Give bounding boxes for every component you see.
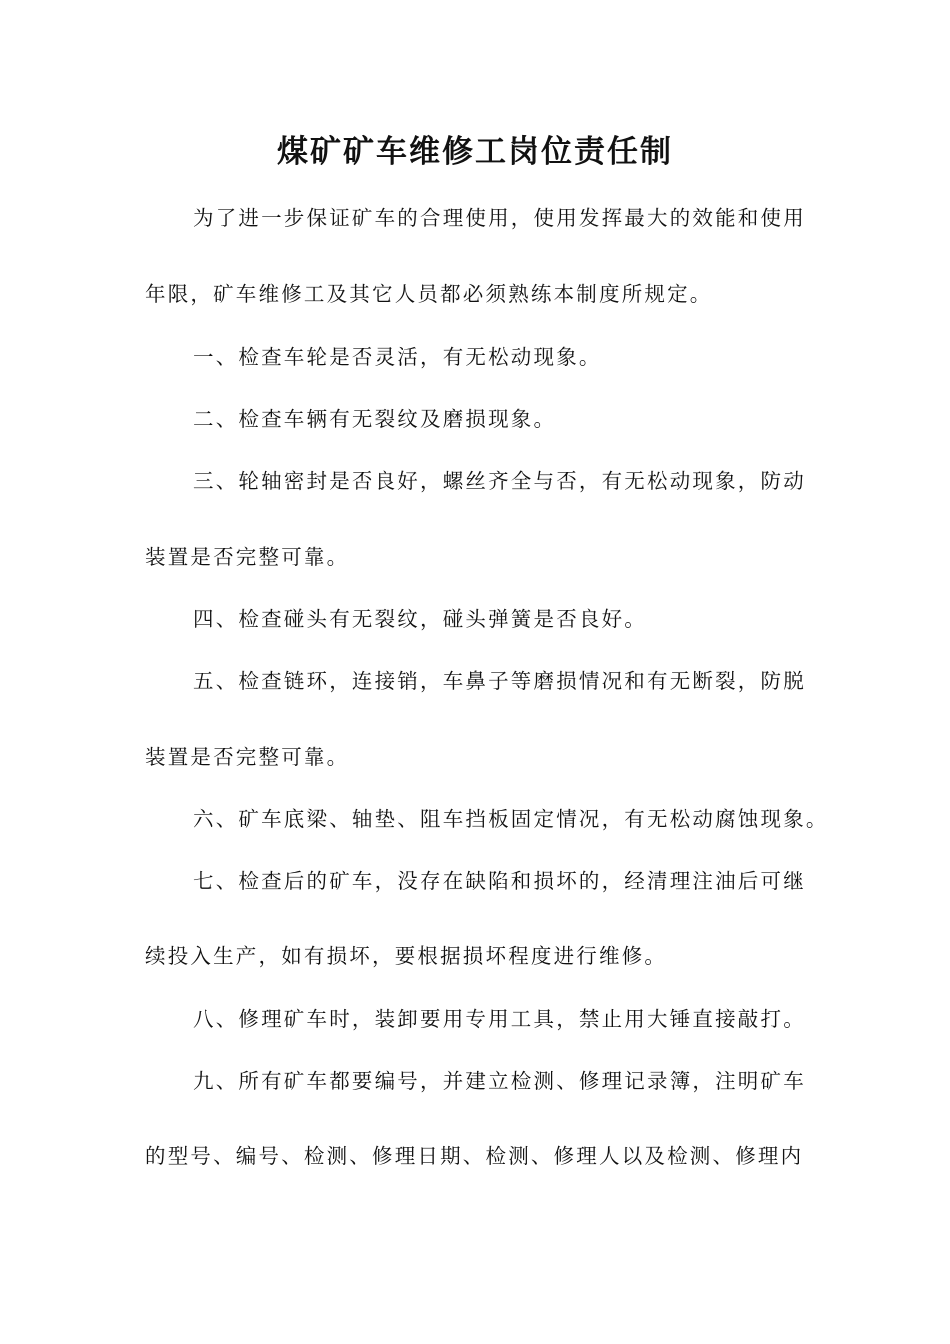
paragraph-line: 装置是否完整可靠。	[145, 745, 350, 769]
paragraph-line: 五、检查链环，连接销，车鼻子等磨损情况和有无断裂，防脱	[193, 669, 806, 693]
paragraph-line: 四、检查碰头有无裂纹，碰头弹簧是否良好。	[193, 607, 647, 631]
paragraph-line: 装置是否完整可靠。	[145, 545, 350, 569]
paragraph-line: 的型号、编号、检测、修理日期、检测、修理人以及检测、修理内	[145, 1144, 804, 1168]
paragraph-line: 三、轮轴密封是否良好，螺丝齐全与否，有无松动现象，防动	[193, 469, 806, 493]
paragraph-line: 八、修理矿车时，装卸要用专用工具，禁止用大锤直接敲打。	[193, 1007, 806, 1031]
paragraph-line: 为了进一步保证矿车的合理使用，使用发挥最大的效能和使用	[193, 206, 806, 230]
document-title: 煤矿矿车维修工岗位责任制	[277, 134, 673, 170]
paragraph-line: 二、检查车辆有无裂纹及磨损现象。	[193, 407, 557, 431]
paragraph-line: 续投入生产，如有损坏，要根据损坏程度进行维修。	[145, 944, 668, 968]
paragraph-line: 一、检查车轮是否灵活，有无松动现象。	[193, 345, 602, 369]
paragraph-line: 九、所有矿车都要编号，并建立检测、修理记录簿，注明矿车	[193, 1069, 806, 1093]
paragraph-line: 七、检查后的矿车，没存在缺陷和损坏的，经清理注油后可继	[193, 869, 806, 893]
paragraph-line: 年限，矿车维修工及其它人员都必须熟练本制度所规定。	[145, 282, 713, 306]
paragraph-line: 六、矿车底梁、轴垫、阻车挡板固定情况，有无松动腐蚀现象。	[193, 807, 829, 831]
